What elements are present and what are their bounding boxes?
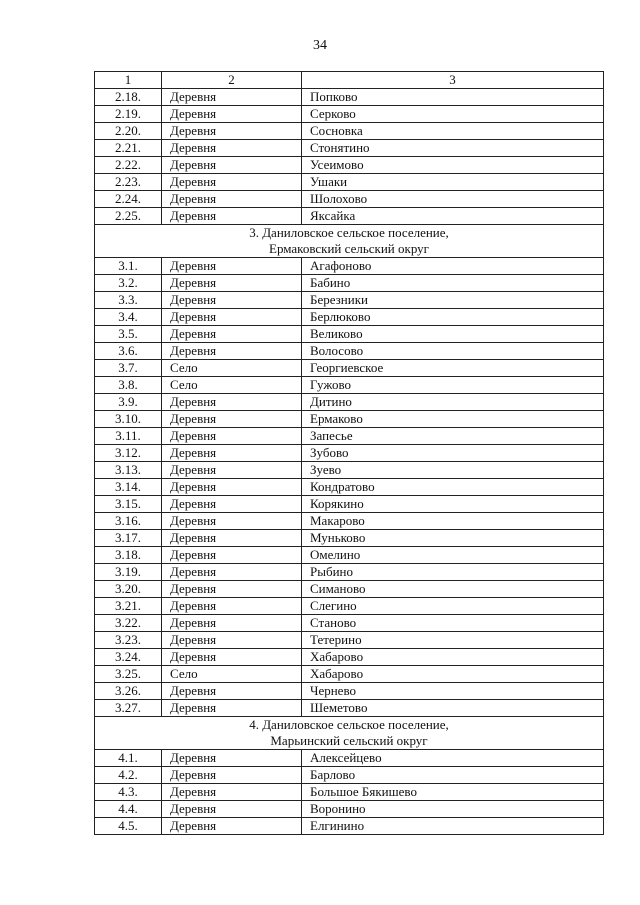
settlement-type-cell: Деревня (162, 818, 302, 835)
row-number-cell: 2.18. (95, 89, 162, 106)
row-number-cell: 3.21. (95, 598, 162, 615)
settlement-type-cell: Деревня (162, 394, 302, 411)
row-number-cell: 2.24. (95, 191, 162, 208)
row-number-cell: 3.20. (95, 581, 162, 598)
table-row (95, 445, 604, 462)
table-row (95, 666, 604, 683)
row-number-cell: 3.3. (95, 292, 162, 309)
table-row (95, 462, 604, 479)
settlement-type-cell: Деревня (162, 615, 302, 632)
settlement-name-cell: Барлово (302, 767, 604, 784)
table-row (95, 292, 604, 309)
settlement-name-cell: Ушаки (302, 174, 604, 191)
table-row (95, 411, 604, 428)
page-number: 34 (313, 38, 327, 53)
table-row (95, 547, 604, 564)
table-row (95, 581, 604, 598)
settlement-type-cell: Деревня (162, 191, 302, 208)
settlement-name-cell: Зубово (302, 445, 604, 462)
settlement-type-cell: Деревня (162, 767, 302, 784)
table-row (95, 360, 604, 377)
table-row (95, 326, 604, 343)
settlement-name-cell: Берлюково (302, 309, 604, 326)
column-header: 1 (95, 72, 162, 89)
settlement-name-cell: Попково (302, 89, 604, 106)
column-header: 3 (302, 72, 604, 89)
settlement-type-cell: Деревня (162, 208, 302, 225)
table-row (95, 683, 604, 700)
settlement-type-cell: Село (162, 377, 302, 394)
settlement-type-cell: Село (162, 666, 302, 683)
row-number-cell: 3.1. (95, 258, 162, 275)
section-title (95, 225, 604, 258)
row-number-cell: 3.15. (95, 496, 162, 513)
settlement-type-cell: Деревня (162, 479, 302, 496)
table-body (95, 89, 604, 835)
settlement-type-cell: Деревня (162, 564, 302, 581)
table-row (95, 598, 604, 615)
table-row (95, 89, 604, 106)
section-title (95, 717, 604, 750)
settlement-type-cell: Деревня (162, 123, 302, 140)
settlement-type-cell: Деревня (162, 750, 302, 767)
settlement-name-cell: Стонятино (302, 140, 604, 157)
table-row (95, 123, 604, 140)
settlement-name-cell: Бабино (302, 275, 604, 292)
settlement-type-cell: Деревня (162, 309, 302, 326)
row-number-cell: 3.26. (95, 683, 162, 700)
section-title-line: Ермаковский сельский округ (269, 241, 429, 256)
settlement-name-cell: Ермаково (302, 411, 604, 428)
settlement-name-cell: Шолохово (302, 191, 604, 208)
row-number-cell: 3.5. (95, 326, 162, 343)
settlement-name-cell: Тетерино (302, 632, 604, 649)
settlement-type-cell: Село (162, 360, 302, 377)
table-row (95, 700, 604, 717)
row-number-cell: 2.22. (95, 157, 162, 174)
table-row (95, 258, 604, 275)
table-header-row (95, 72, 604, 89)
settlement-name-cell: Симаново (302, 581, 604, 598)
settlement-type-cell: Деревня (162, 598, 302, 615)
row-number-cell: 4.2. (95, 767, 162, 784)
settlement-type-cell: Деревня (162, 326, 302, 343)
settlement-name-cell: Шеметово (302, 700, 604, 717)
settlement-name-cell: Муньково (302, 530, 604, 547)
settlement-name-cell: Рыбино (302, 564, 604, 581)
table-row (95, 208, 604, 225)
row-number-cell: 3.17. (95, 530, 162, 547)
row-number-cell: 3.13. (95, 462, 162, 479)
settlement-name-cell: Омелино (302, 547, 604, 564)
settlement-type-cell: Деревня (162, 462, 302, 479)
table-row (95, 649, 604, 666)
settlement-name-cell: Корякино (302, 496, 604, 513)
row-number-cell: 3.7. (95, 360, 162, 377)
settlement-name-cell: Агафоново (302, 258, 604, 275)
settlement-name-cell: Яксайка (302, 208, 604, 225)
table-row (95, 191, 604, 208)
row-number-cell: 4.1. (95, 750, 162, 767)
settlement-type-cell: Деревня (162, 784, 302, 801)
settlement-name-cell: Запесье (302, 428, 604, 445)
row-number-cell: 3.12. (95, 445, 162, 462)
table-row (95, 479, 604, 496)
row-number-cell: 3.16. (95, 513, 162, 530)
settlement-type-cell: Деревня (162, 411, 302, 428)
table-row (95, 632, 604, 649)
table-row (95, 394, 604, 411)
settlement-name-cell: Сосновка (302, 123, 604, 140)
row-number-cell: 3.24. (95, 649, 162, 666)
settlement-type-cell: Деревня (162, 292, 302, 309)
settlement-name-cell: Чернево (302, 683, 604, 700)
settlement-type-cell: Деревня (162, 157, 302, 174)
settlement-name-cell: Хабарово (302, 649, 604, 666)
table-row (95, 174, 604, 191)
table-row (95, 513, 604, 530)
row-number-cell: 3.4. (95, 309, 162, 326)
row-number-cell: 3.6. (95, 343, 162, 360)
table-row (95, 157, 604, 174)
table-row (95, 615, 604, 632)
row-number-cell: 3.25. (95, 666, 162, 683)
row-number-cell: 3.14. (95, 479, 162, 496)
section-title-line: 4. Даниловское сельское поселение, (249, 717, 449, 732)
settlements-table (94, 71, 604, 835)
row-number-cell: 2.23. (95, 174, 162, 191)
table-row (95, 496, 604, 513)
table-row (95, 106, 604, 123)
settlement-type-cell: Деревня (162, 513, 302, 530)
settlement-type-cell: Деревня (162, 258, 302, 275)
settlement-name-cell: Станово (302, 615, 604, 632)
section-title-line: Марьинский сельский округ (270, 733, 428, 748)
settlement-name-cell: Макарово (302, 513, 604, 530)
row-number-cell: 4.3. (95, 784, 162, 801)
row-number-cell: 2.21. (95, 140, 162, 157)
section-title-line: 3. Даниловское сельское поселение, (249, 225, 449, 240)
table-row (95, 818, 604, 835)
row-number-cell: 3.22. (95, 615, 162, 632)
settlement-type-cell: Деревня (162, 649, 302, 666)
settlement-type-cell: Деревня (162, 683, 302, 700)
settlement-type-cell: Деревня (162, 581, 302, 598)
settlement-type-cell: Деревня (162, 530, 302, 547)
settlement-name-cell: Гужово (302, 377, 604, 394)
table-row (95, 801, 604, 818)
settlement-name-cell: Большое Бякишево (302, 784, 604, 801)
settlement-type-cell: Деревня (162, 275, 302, 292)
settlement-name-cell: Великово (302, 326, 604, 343)
row-number-cell: 3.2. (95, 275, 162, 292)
settlement-type-cell: Деревня (162, 106, 302, 123)
settlement-type-cell: Деревня (162, 700, 302, 717)
row-number-cell: 4.5. (95, 818, 162, 835)
row-number-cell: 3.27. (95, 700, 162, 717)
settlement-name-cell: Кондратово (302, 479, 604, 496)
table-row (95, 784, 604, 801)
settlement-name-cell: Дитино (302, 394, 604, 411)
row-number-cell: 3.9. (95, 394, 162, 411)
table-row (95, 767, 604, 784)
settlement-type-cell: Деревня (162, 445, 302, 462)
settlement-name-cell: Алексейцево (302, 750, 604, 767)
table-row (95, 428, 604, 445)
table-row (95, 343, 604, 360)
settlement-type-cell: Деревня (162, 547, 302, 564)
settlement-type-cell: Деревня (162, 428, 302, 445)
row-number-cell: 2.19. (95, 106, 162, 123)
settlement-name-cell: Георгиевское (302, 360, 604, 377)
section-header-row (95, 225, 604, 258)
table-row (95, 750, 604, 767)
table-row (95, 275, 604, 292)
settlement-name-cell: Слегино (302, 598, 604, 615)
table-row (95, 140, 604, 157)
settlement-name-cell: Елгинино (302, 818, 604, 835)
row-number-cell: 3.10. (95, 411, 162, 428)
table-row (95, 564, 604, 581)
settlement-name-cell: Усеимово (302, 157, 604, 174)
settlement-name-cell: Волосово (302, 343, 604, 360)
settlement-type-cell: Деревня (162, 140, 302, 157)
row-number-cell: 3.19. (95, 564, 162, 581)
row-number-cell: 3.11. (95, 428, 162, 445)
row-number-cell: 3.23. (95, 632, 162, 649)
settlement-type-cell: Деревня (162, 89, 302, 106)
settlement-type-cell: Деревня (162, 632, 302, 649)
row-number-cell: 4.4. (95, 801, 162, 818)
settlement-type-cell: Деревня (162, 343, 302, 360)
table-row (95, 377, 604, 394)
row-number-cell: 3.8. (95, 377, 162, 394)
settlement-name-cell: Серково (302, 106, 604, 123)
table-row (95, 309, 604, 326)
column-header: 2 (162, 72, 302, 89)
settlement-type-cell: Деревня (162, 174, 302, 191)
row-number-cell: 2.20. (95, 123, 162, 140)
settlement-name-cell: Зуево (302, 462, 604, 479)
settlement-name-cell: Хабарово (302, 666, 604, 683)
settlement-name-cell: Воронино (302, 801, 604, 818)
settlement-name-cell: Березники (302, 292, 604, 309)
settlement-type-cell: Деревня (162, 801, 302, 818)
row-number-cell: 2.25. (95, 208, 162, 225)
settlement-type-cell: Деревня (162, 496, 302, 513)
row-number-cell: 3.18. (95, 547, 162, 564)
section-header-row (95, 717, 604, 750)
table-row (95, 530, 604, 547)
